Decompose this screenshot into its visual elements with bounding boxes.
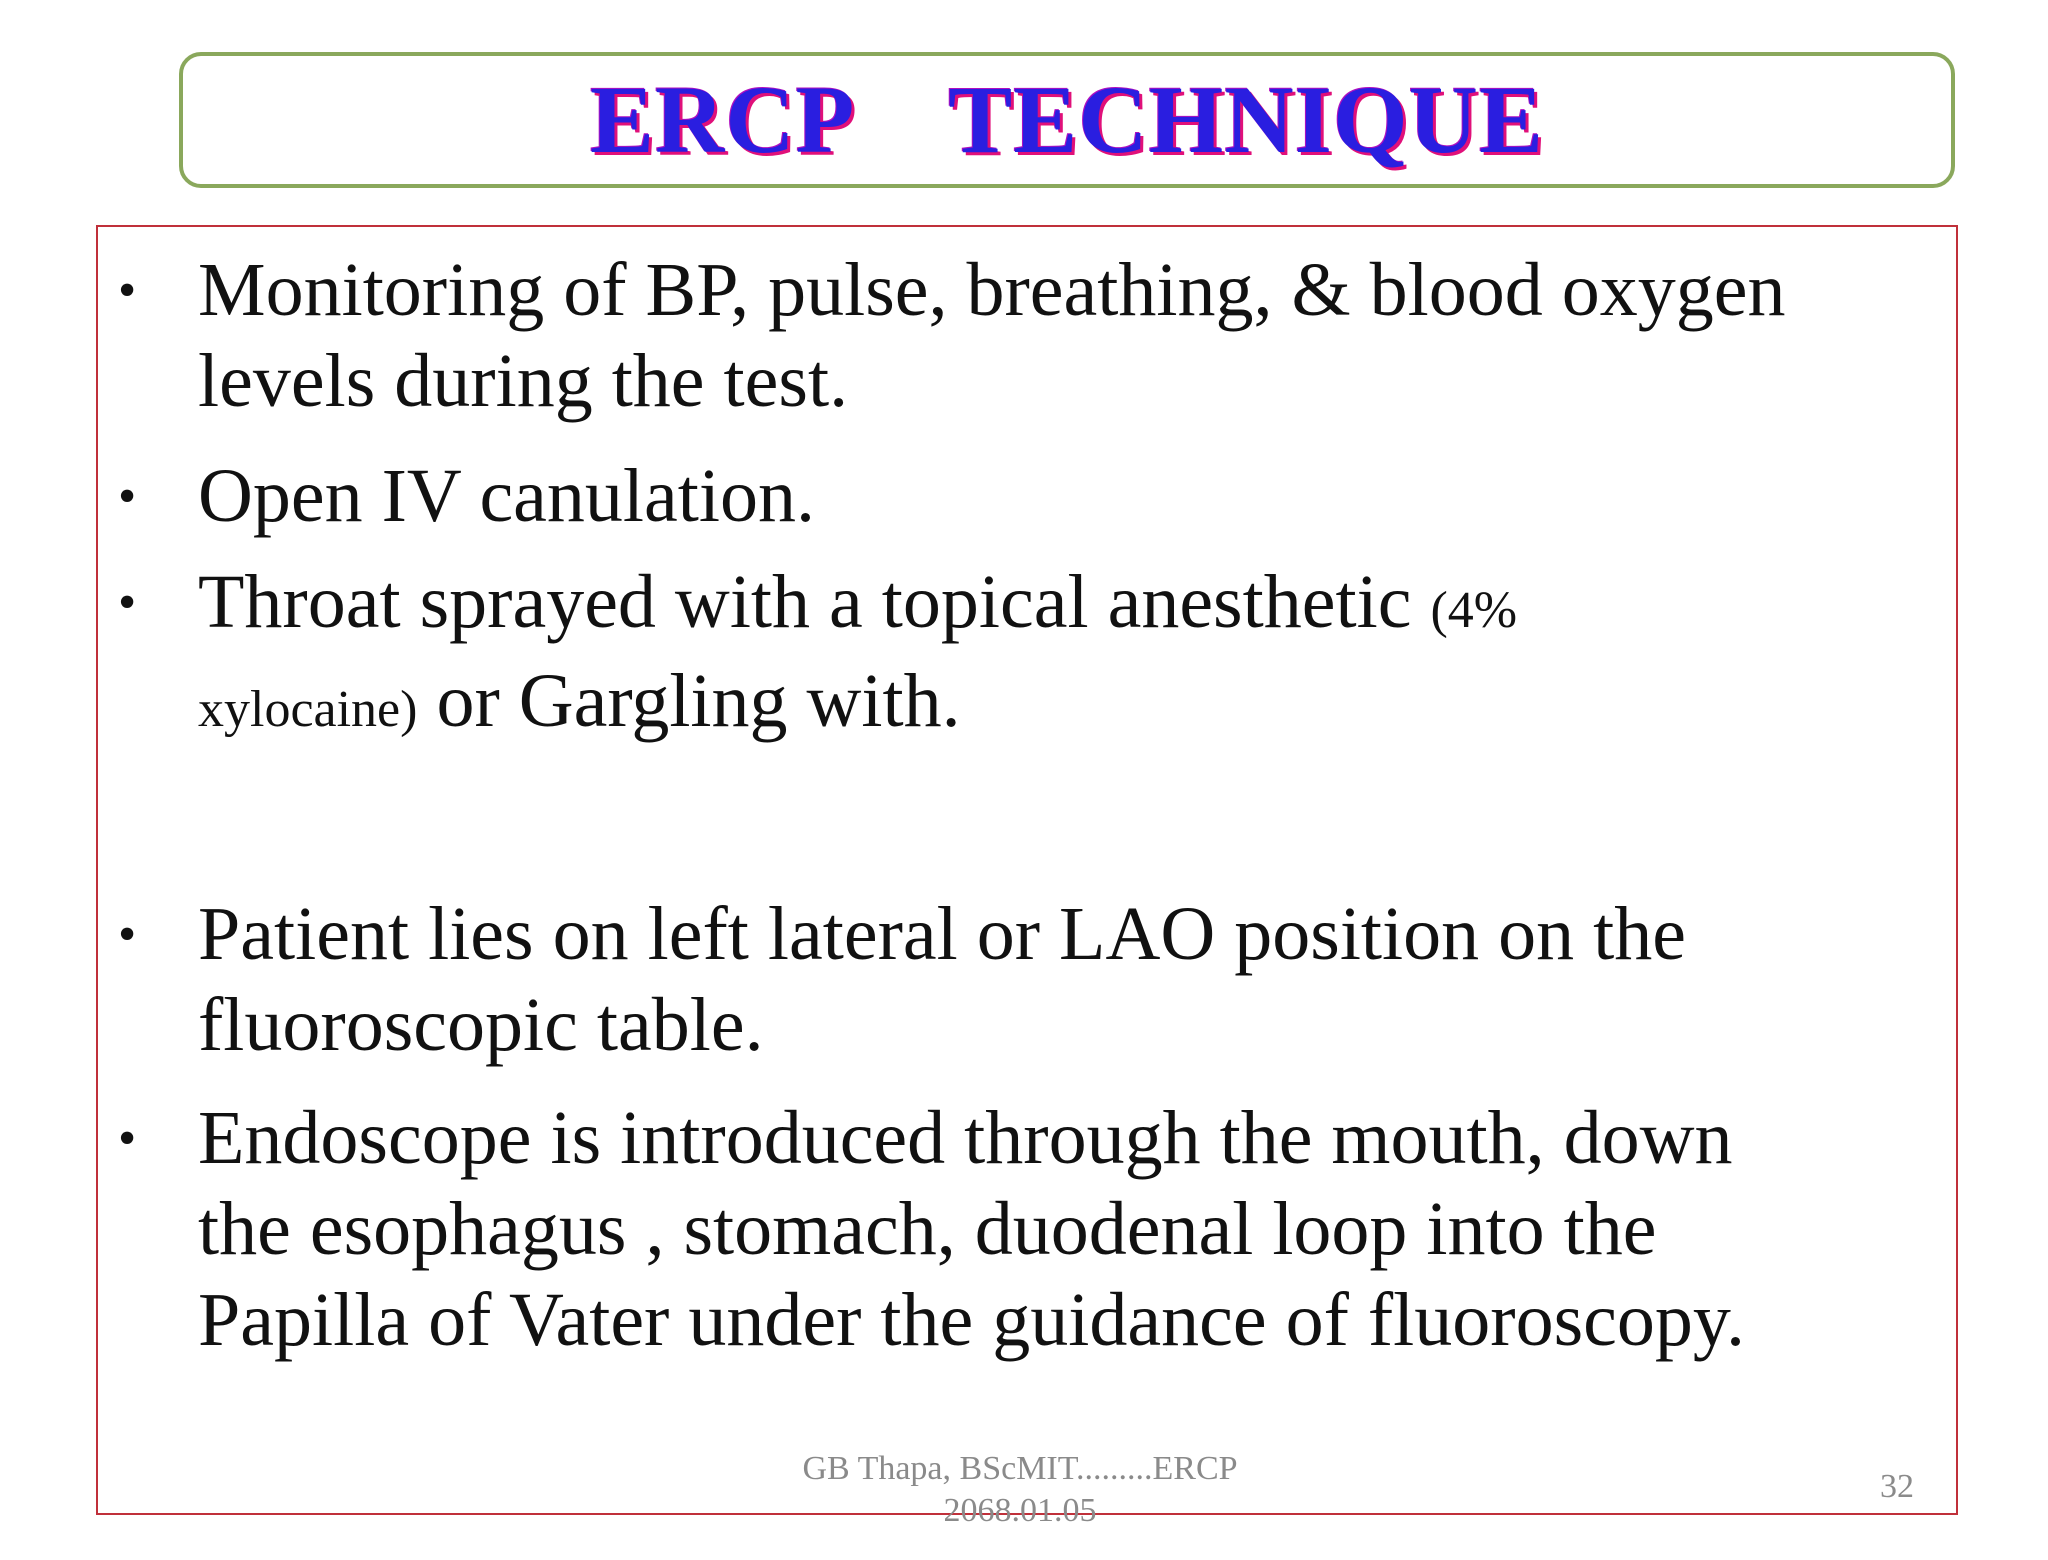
bullet-text: or Gargling with. xyxy=(417,659,961,743)
bullet-line: Endoscope is introduced through the mouth, down xyxy=(198,1096,1733,1180)
bullet-dot-icon: • xyxy=(118,468,137,525)
slide-footer xyxy=(700,1448,1340,1532)
bullet-text: Throat sprayed with a topical anesthetic xyxy=(198,560,1431,644)
slide-title: ERCP TECHNIQUE xyxy=(589,66,1545,173)
bullet-text-small: xylocaine) xyxy=(198,681,418,738)
footer-author: GB Thapa, BScMIT.........ERCP xyxy=(802,1450,1238,1487)
bullet-line: fluoroscopic table. xyxy=(198,983,764,1067)
title-box xyxy=(179,52,1955,188)
bullet-dot-icon: • xyxy=(118,574,137,631)
bullet-dot-icon: • xyxy=(118,906,137,963)
page-number: 32 xyxy=(1880,1468,1914,1505)
footer-date: 2068.01.05 xyxy=(943,1492,1097,1529)
bullet-line: Open IV canulation. xyxy=(198,454,815,538)
bullet-dot-icon: • xyxy=(118,1110,137,1167)
bullet-text-small: (4% xyxy=(1430,582,1518,639)
bullet-line: Patient lies on left lateral or LAO position on the xyxy=(198,892,1687,976)
content-box xyxy=(96,225,1958,1515)
bullet-dot-icon: • xyxy=(118,262,137,319)
bullet-line: Monitoring of BP, pulse, breathing, & blood oxygen xyxy=(198,248,1786,332)
bullet-line: Papilla of Vater under the guidance of fluoroscopy. xyxy=(198,1278,1745,1362)
bullet-line: levels during the test. xyxy=(198,339,849,423)
bullet-line: the esophagus , stomach, duodenal loop into the xyxy=(198,1187,1657,1271)
